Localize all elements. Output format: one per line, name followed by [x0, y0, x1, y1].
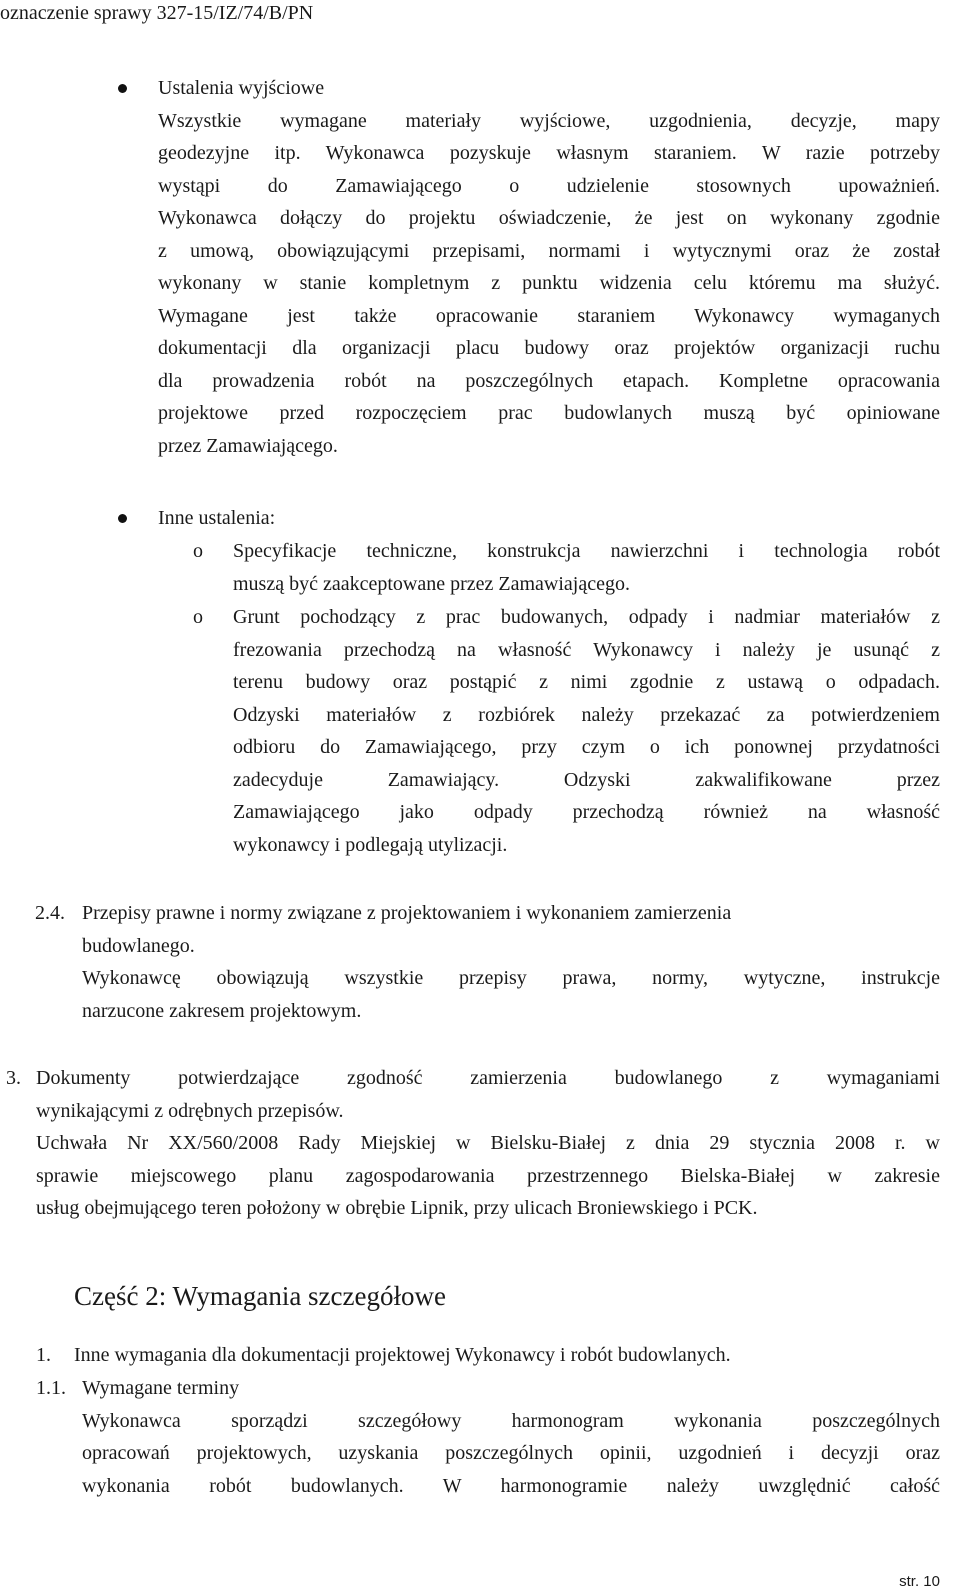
bullet-dot-icon	[118, 84, 127, 93]
sub-item-line: terenu budowy oraz postąpić z nimi zgodnie z ustawą o odpadach.	[233, 671, 940, 693]
section-line: Wykonawcę obowiązują wszystkie przepisy prawa, normy, wytyczne, instrukcje	[82, 967, 940, 989]
body-line: dokumentacji dla organizacji placu budowy oraz projektów organizacji ruchu	[158, 337, 940, 359]
section-line: Dokumenty potwierdzające zgodność zamierzenia budowlanego z wymaganiami	[36, 1067, 940, 1089]
sub-bullet-icon: o	[193, 606, 203, 628]
bullet-other-arrangements	[158, 502, 940, 535]
body-line: Wykonawca dołączy do projektu oświadczenie, że jest on wykonany zgodnie	[158, 207, 940, 229]
bullet-title: Ustalenia wyjściowe	[158, 77, 325, 99]
sub-item-line: odbioru do Zamawiającego, przy czym o ich ponownej przydatności	[233, 736, 940, 758]
body-line: geodezyjne itp. Wykonawca pozyskuje własnym staraniem. W razie potrzeby	[158, 142, 940, 164]
section-2-4	[35, 897, 890, 962]
sub-bullet-icon: o	[193, 540, 203, 562]
item-1	[36, 1339, 940, 1372]
bullet-initial-arrangements	[158, 72, 940, 462]
body-line: Wszystkie wymagane materiały wyjściowe, uzgodnienia, decyzje, mapy	[158, 109, 940, 132]
section-line: wynikającymi z odrębnych przepisów.	[36, 1099, 344, 1122]
sub-item-line: Grunt pochodzący z prac budowanych, odpady i nadmiar materiałów z	[233, 606, 940, 628]
sub-item-line: Zamawiającego jako odpady przechodzą również na własność	[233, 801, 940, 823]
sub-item-line: Specyfikacje techniczne, konstrukcja nawierzchni i technologia robót	[233, 540, 940, 562]
section-number: 3.	[6, 1067, 21, 1089]
body-line: przez Zamawiającego.	[158, 434, 338, 457]
sub-item-line: wykonawcy i podlegają utylizacji.	[233, 833, 508, 856]
body-line: z umową, obowiązującymi przepisami, normami i wytycznymi oraz że został	[158, 239, 940, 262]
sub-item-specifications	[193, 535, 940, 600]
sub-item-line: Odzyski materiałów z rozbiórek należy przekazać za potwierdzeniem	[233, 703, 940, 726]
section-line: Uchwała Nr XX/560/2008 Rady Miejskiej w Bielsku-Białej z dnia 29 stycznia 2008 r. w	[36, 1132, 940, 1154]
sub-item-line: zadecyduje Zamawiający. Odzyski zakwalifikowane przez	[233, 768, 940, 791]
sub-item-line: muszą być zaakceptowane przez Zamawiającego.	[233, 572, 630, 595]
section-line: Przepisy prawne i normy związane z projektowaniem i wykonaniem zamierzenia	[82, 902, 732, 924]
section-2-4-body	[82, 962, 940, 1027]
item-line: Wykonawca sporządzi szczegółowy harmonogram wykonania poszczególnych	[82, 1409, 940, 1432]
body-line: wykonany w stanie kompletnym z punktu widzenia celu któremu ma służyć.	[158, 272, 940, 294]
section-number: 2.4.	[35, 902, 65, 924]
body-line: projektowe przed rozpoczęciem prac budowlanych muszą być opiniowane	[158, 402, 940, 424]
item-title: Wymagane terminy	[82, 1377, 240, 1399]
bullet-dot-icon	[118, 514, 127, 523]
item-1-1	[36, 1372, 940, 1502]
part-2-heading: Część 2: Wymagania szczegółowe	[74, 1281, 446, 1311]
section-3	[6, 1062, 940, 1225]
section-line: sprawie miejscowego planu zagospodarowania przestrzennego Bielska-Białej w zakresie	[36, 1164, 940, 1187]
body-line: Wymagane jest także opracowanie staraniem Wykonawcy wymaganych	[158, 304, 940, 327]
bullet-title: Inne ustalenia:	[158, 507, 276, 529]
body-line: dla prowadzenia robót na poszczególnych etapach. Kompletne opracowania	[158, 369, 940, 392]
page-number: str. 10	[899, 1573, 940, 1590]
sub-item-line: frezowania przechodzą na własność Wykonawcy i należy je usunąć z	[233, 638, 940, 661]
sub-item-soil-waste	[193, 601, 940, 861]
item-line: opracowań projektowych, uzyskania poszczególnych opinii, uzgodnień i decyzji oraz	[82, 1442, 940, 1464]
section-line: narzucone zakresem projektowym.	[82, 999, 362, 1022]
item-number: 1.1.	[36, 1377, 66, 1399]
item-text: Inne wymagania dla dokumentacji projektowej Wykonawcy i robót budowlanych.	[74, 1344, 731, 1366]
body-line: wystąpi do Zamawiającego o udzielenie stosownych upoważnień.	[158, 174, 940, 197]
section-line: usług obejmującego teren położony w obrębie Lipnik, przy ulicach Broniewskiego i PCK.	[36, 1197, 758, 1219]
item-number: 1.	[36, 1344, 51, 1366]
case-number-header: oznaczenie sprawy 327-15/IZ/74/B/PN	[0, 2, 314, 24]
section-line: budowlanego.	[82, 934, 195, 957]
item-line: wykonania robót budowlanych. W harmonogramie należy uwzględnić całość	[82, 1474, 940, 1497]
